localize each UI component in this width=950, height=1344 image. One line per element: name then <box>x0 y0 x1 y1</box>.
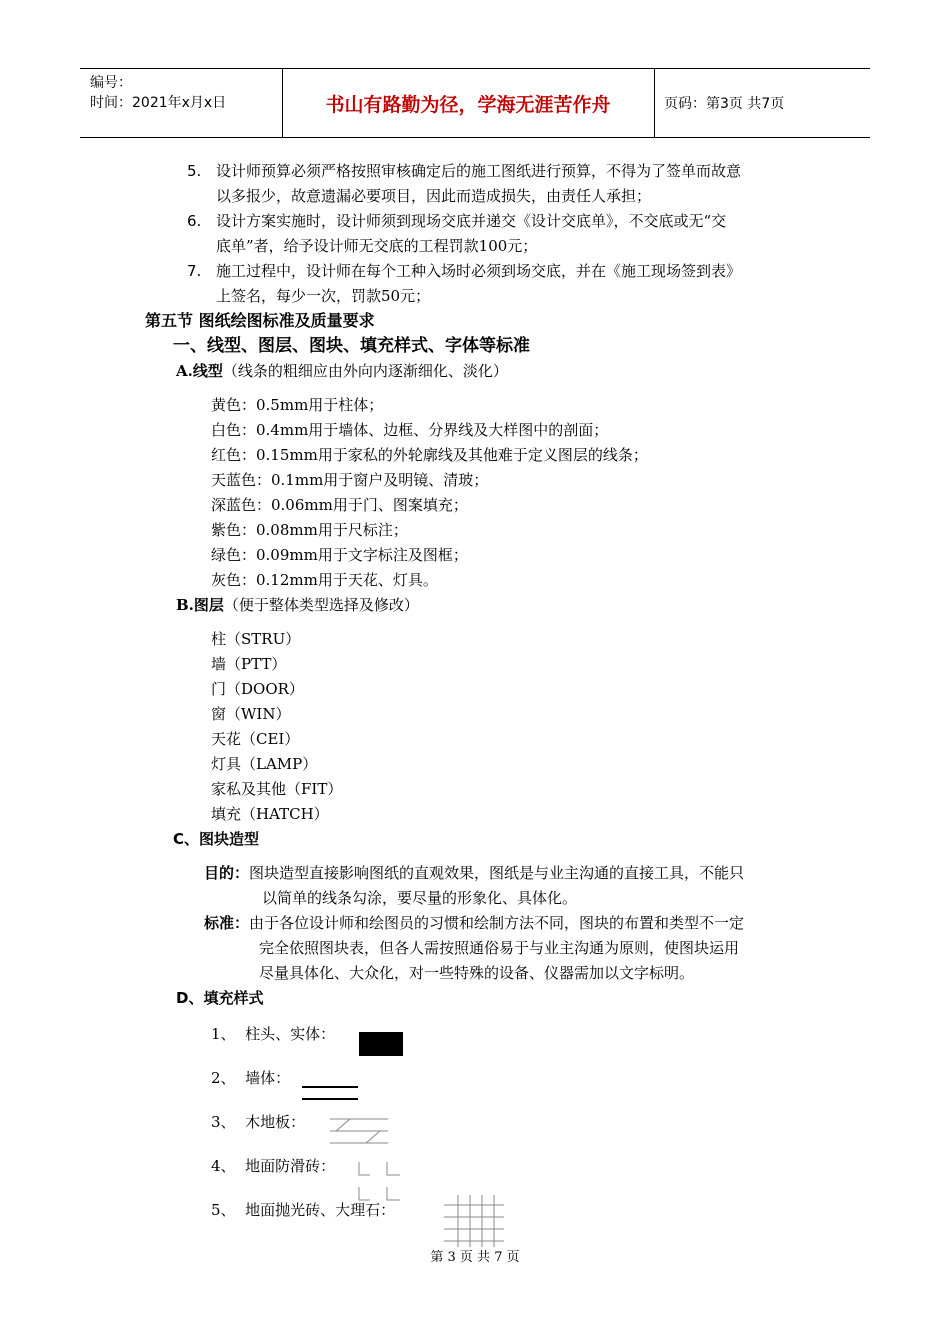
line-type-item: 绿色：0.09mm用于文字标注及图框； <box>211 546 468 564</box>
page-header <box>80 68 870 138</box>
line-type-item: 灰色：0.12mm用于天花、灯具。 <box>211 571 438 589</box>
header-motto: 书山有路勤为径，学海无涯苦作舟 <box>325 93 611 116</box>
rule-text: 设计方案实施时，设计师须到现场交底并递交《设计交底单》，不交底或无“交 <box>216 212 727 230</box>
rule-number: 5. <box>187 162 202 180</box>
line-type-item: 黄色：0.5mm用于柱体； <box>211 396 384 414</box>
fill-item: 2、 墙体： <box>211 1069 291 1087</box>
line-type-item: 深蓝色：0.06mm用于门、图案填充； <box>211 496 468 514</box>
line-type-item: 天蓝色：0.1mm用于窗户及明镜、清玻； <box>211 471 489 489</box>
line-type-item: 白色：0.4mm用于墙体、边框、分界线及大样图中的剖面； <box>211 421 609 439</box>
block-heading: C、图块造型 <box>173 830 260 848</box>
header-divider-right <box>654 69 655 137</box>
rule-text: 底单”者，给予设计师无交底的工程罚款100元； <box>216 237 538 255</box>
rule-text: 施工过程中，设计师在每个工种入场时必须到场交底，并在《施工现场签到表》 <box>216 262 742 280</box>
line-type-item: 红色：0.15mm用于家私的外轮廓线及其他难于定义图层的线条； <box>211 446 648 464</box>
block-purpose: 目的：图块造型直接影响图纸的直观效果，图纸是与业主沟通的直接工具，不能只 <box>204 864 745 882</box>
layer-item: 门（DOOR） <box>211 680 304 698</box>
block-standard: 标准：由于各位设计师和绘图员的习惯和绘制方法不同，图块的布置和类型不一定 <box>204 914 745 932</box>
layer-item: 填充（HATCH） <box>211 805 329 823</box>
section-title: 第五节 图纸绘图标准及质量要求 <box>145 311 375 330</box>
layer-item: 柱（STRU） <box>211 630 301 648</box>
block-purpose-cont: 以简单的线条勾涂，要尽量的形象化、具体化。 <box>262 889 578 907</box>
line-type-item: 紫色：0.08mm用于尺标注； <box>211 521 408 539</box>
code-label: 编号： <box>90 75 132 91</box>
layer-item: 灯具（LAMP） <box>211 755 318 773</box>
header-page-info: 页码：第3页 共7页 <box>664 96 785 112</box>
fill-item: 5、 地面抛光砖、大理石： <box>211 1201 396 1219</box>
fill-item: 1、 柱头、实体： <box>211 1025 336 1043</box>
date-label: 时间：2021年x月x日 <box>90 95 227 111</box>
rule-text: 上签名，每少一次，罚款50元； <box>216 287 431 305</box>
rule-number: 6. <box>187 212 202 230</box>
rule-text: 以多报少，故意遗漏必要项目，因此而造成损失，由责任人承担； <box>216 187 652 205</box>
solid-fill-swatch <box>359 1032 403 1056</box>
layer-item: 窗（WIN） <box>211 705 291 723</box>
wall-fill-swatch <box>300 1083 360 1103</box>
layer-item: 墙（PTT） <box>211 655 287 673</box>
fill-item: 3、 木地板： <box>211 1113 306 1131</box>
fill-item: 4、 地面防滑砖： <box>211 1157 336 1175</box>
rule-text: 设计师预算必须严格按照审核确定后的施工图纸进行预算，不得为了签单而故意 <box>216 162 742 180</box>
block-standard-cont: 完全依照图块表，但各人需按照通俗易于与业主沟通为原则，使图块运用 <box>259 939 740 957</box>
layer-item: 天花（CEI） <box>211 730 300 748</box>
page-footer: 第 3 页 共 7 页 <box>430 1250 520 1265</box>
rule-number: 7. <box>187 262 202 280</box>
line-type-heading: A.线型（线条的粗细应由外向内逐渐细化、淡化） <box>176 362 508 380</box>
layer-heading: B.图层（便于整体类型选择及修改） <box>176 596 419 614</box>
subsection-title: 一、线型、图层、图块、填充样式、字体等标准 <box>173 336 530 356</box>
block-standard-cont: 尽量具体化、大众化，对一些特殊的设备、仪器需加以文字标明。 <box>259 964 695 982</box>
polished-tile-fill-swatch <box>444 1195 504 1247</box>
header-left <box>90 73 226 113</box>
anti-slip-tile-fill-swatch <box>354 1160 404 1202</box>
fill-heading: D、填充样式 <box>176 989 264 1007</box>
wood-floor-fill-swatch <box>328 1115 390 1147</box>
layer-item: 家私及其他（FIT） <box>211 780 343 798</box>
